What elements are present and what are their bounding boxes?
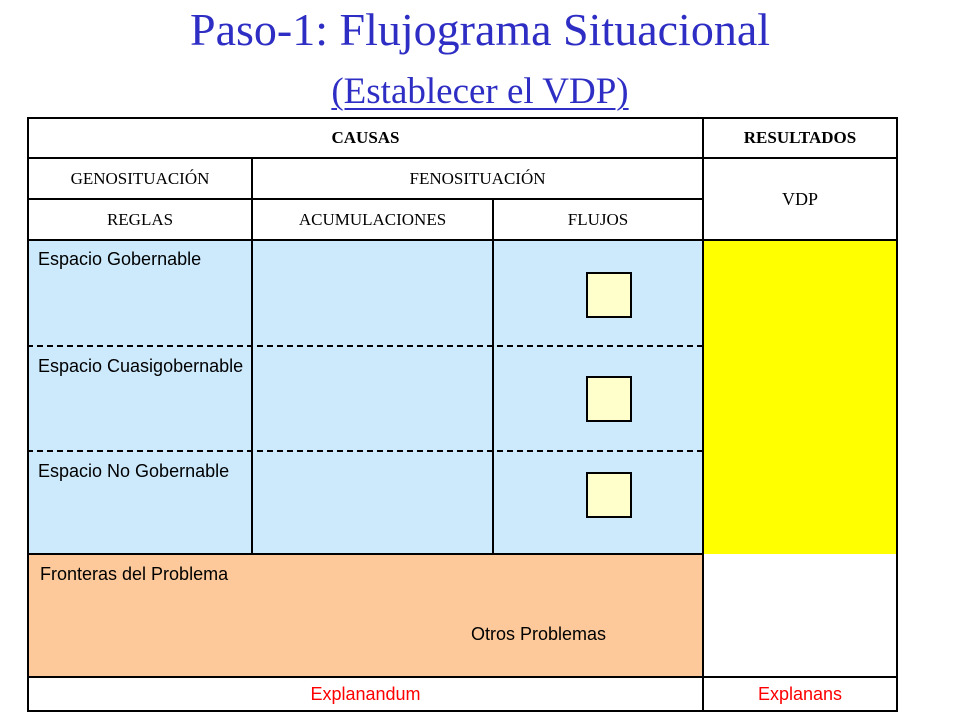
results-header: RESULTADOS [743, 128, 857, 147]
table-border-bottom [27, 710, 898, 712]
boundaries-divider [27, 553, 703, 555]
explanandum-label: Explanandum [310, 683, 421, 704]
flow-box [586, 376, 632, 422]
problem-boundaries-label: Fronteras del Problema [40, 564, 229, 584]
space-divider [27, 450, 703, 452]
genosituation-header: GENOSITUACIÓN [70, 168, 210, 188]
vdp-area [703, 241, 897, 554]
space-label-governable: Espacio Gobernable [38, 249, 202, 269]
page-subtitle: (Establecer el VDP) [331, 71, 629, 112]
header-row-divider [27, 239, 898, 241]
phenosituation-header: FENOSITUACIÓN [409, 168, 546, 188]
vdp-header: VDP [781, 188, 818, 209]
page-title: Paso-1: Flujograma Situacional [189, 4, 771, 55]
space-divider [27, 345, 703, 347]
table-border-right [896, 117, 898, 712]
causes-header: CAUSAS [331, 128, 400, 147]
explanans-label: Explanans [757, 683, 843, 704]
flows-column-divider [492, 198, 494, 554]
rules-header: REGLAS [106, 209, 174, 229]
flow-box [586, 472, 632, 518]
space-label-quasi-governable: Espacio Cuasigobernable [38, 356, 244, 376]
flows-header: FLUJOS [567, 209, 629, 229]
flow-box [586, 272, 632, 318]
accumulations-header: ACUMULACIONES [298, 209, 447, 229]
space-label-non-governable: Espacio No Gobernable [38, 461, 230, 481]
other-problems-label: Otros Problemas [471, 624, 607, 644]
